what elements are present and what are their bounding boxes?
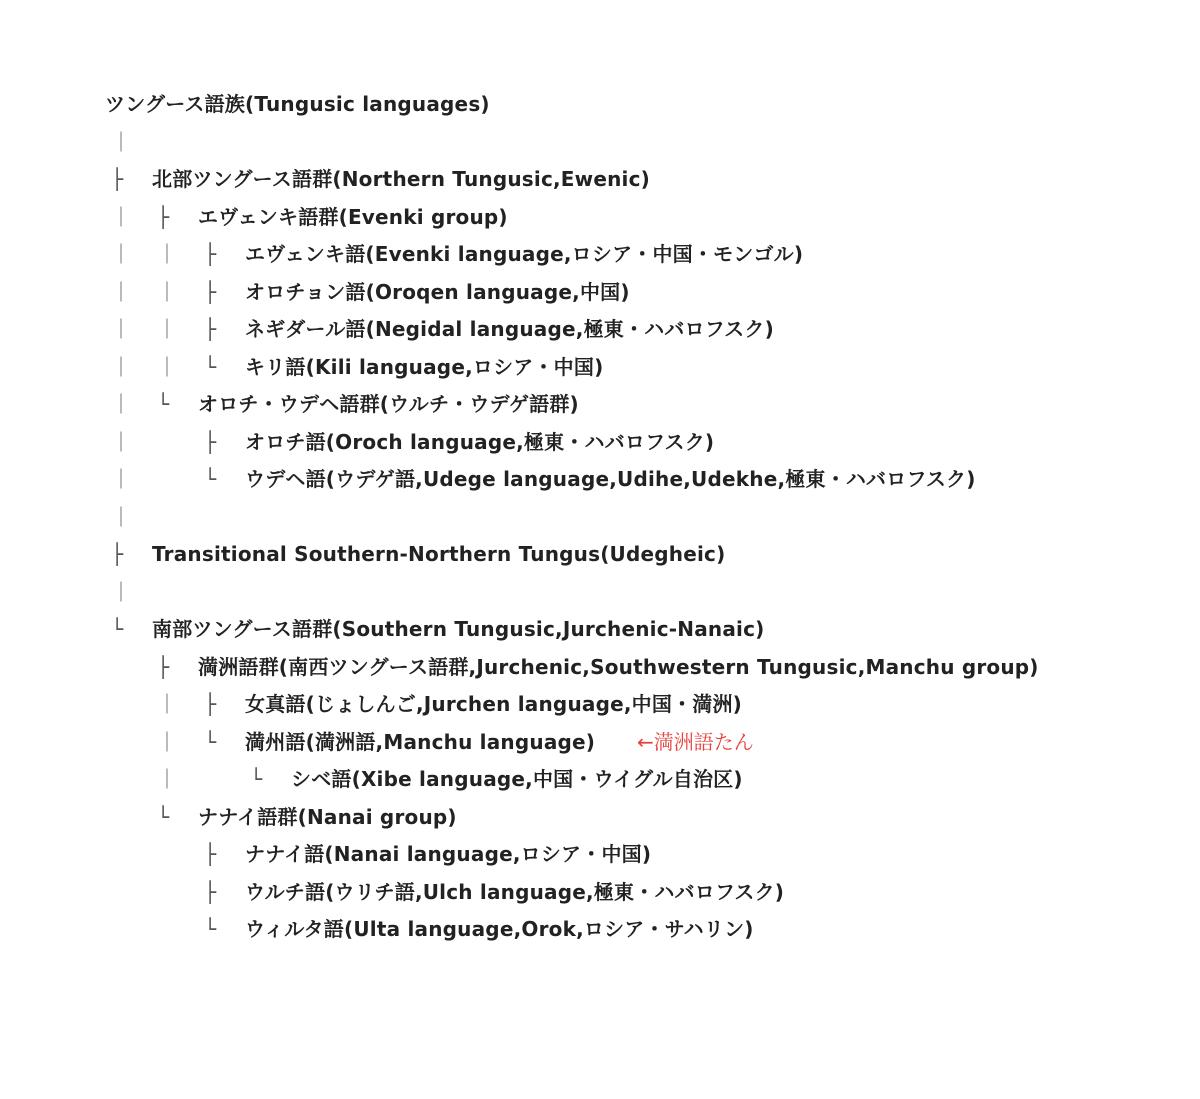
tree-line	[0, 386, 1200, 423]
tree-line	[0, 349, 1200, 386]
tree-connector: ｜	[157, 280, 177, 304]
tree-line	[0, 836, 1200, 873]
tree-connector: ｜	[111, 205, 131, 229]
tree-connector: ├	[204, 280, 217, 304]
language-label: ウィルタ語(Ulta language,Orok,ロシア・サハリン)	[245, 917, 754, 941]
tree-connector: ├	[157, 205, 170, 229]
tree-line	[0, 461, 1200, 498]
tree-connector: ├	[204, 692, 217, 716]
tree-connector: └	[157, 392, 170, 416]
tree-line	[0, 424, 1200, 461]
language-label: ナナイ語(Nanai language,ロシア・中国)	[245, 842, 652, 866]
tree-connector: ｜	[111, 392, 131, 416]
tree-line	[0, 124, 1200, 161]
tree-connector: ｜	[111, 467, 131, 491]
language-label: エヴェンキ語(Evenki language,ロシア・中国・モンゴル)	[245, 242, 804, 266]
tree-line	[0, 611, 1200, 648]
language-label: ウルチ語(ウリチ語,Ulch language,極東・ハバロフスク)	[245, 880, 785, 904]
tree-line	[0, 199, 1200, 236]
language-label: オロチ・ウデヘ語群(ウルチ・ウデゲ語群)	[198, 392, 579, 416]
tree-connector: ｜	[111, 505, 131, 529]
tree-connector: ｜	[111, 130, 131, 154]
tree-line	[0, 274, 1200, 311]
tree-line	[0, 911, 1200, 948]
tree-connector: └	[111, 617, 124, 641]
language-label: シベ語(Xibe language,中国・ウイグル自治区)	[291, 767, 743, 791]
tree-line	[0, 499, 1200, 536]
language-label: ツングース語族(Tungusic languages)	[105, 92, 490, 116]
tree-connector: └	[204, 917, 217, 941]
tree-line	[0, 686, 1200, 723]
tree-connector: ├	[111, 542, 124, 566]
language-label: 南部ツングース語群(Southern Tungusic,Jurchenic-Nanaic)	[152, 617, 765, 641]
tree-connector: ├	[204, 430, 217, 454]
tree-line	[0, 236, 1200, 273]
language-label: エヴェンキ語群(Evenki group)	[198, 205, 508, 229]
language-label: 北部ツングース語群(Northern Tungusic,Ewenic)	[152, 167, 650, 191]
tree-connector: ｜	[157, 317, 177, 341]
tree-connector: ｜	[111, 242, 131, 266]
tree-line	[0, 574, 1200, 611]
tree-line	[0, 311, 1200, 348]
tree-connector: ｜	[111, 430, 131, 454]
tree-line	[0, 874, 1200, 911]
tree-connector: └	[157, 805, 170, 829]
language-label: オロチ語(Oroch language,極東・ハバロフスク)	[245, 430, 715, 454]
tree-connector: ｜	[157, 692, 177, 716]
tree-connector: └	[204, 730, 217, 754]
language-label: キリ語(Kili language,ロシア・中国)	[245, 355, 604, 379]
tree-connector: └	[204, 355, 217, 379]
tree-connector: ｜	[157, 767, 177, 791]
tree-line	[0, 799, 1200, 836]
tree-line	[0, 649, 1200, 686]
tree-connector: ├	[204, 880, 217, 904]
tree-connector: ├	[204, 842, 217, 866]
annotation-note: ←満洲語たん	[637, 730, 754, 754]
tree-line	[0, 761, 1200, 798]
language-label: ウデヘ語(ウデゲ語,Udege language,Udihe,Udekhe,極東・ハバロフスク)	[245, 467, 976, 491]
language-label: 満州語(満洲語,Manchu language)	[245, 730, 596, 754]
language-label: Transitional Southern-Northern Tungus(Udegheic)	[152, 542, 726, 566]
tree-connector: ｜	[111, 580, 131, 604]
tree-line	[0, 161, 1200, 198]
tree-connector: ｜	[111, 355, 131, 379]
tree-line	[0, 536, 1200, 573]
tree-line	[0, 724, 1200, 761]
language-label: ナナイ語群(Nanai group)	[198, 805, 457, 829]
tree-connector: ｜	[157, 242, 177, 266]
tree-connector: ├	[204, 242, 217, 266]
language-label: ネギダール語(Negidal language,極東・ハバロフスク)	[245, 317, 774, 341]
tree-connector: ├	[204, 317, 217, 341]
tree-connector: └	[250, 767, 263, 791]
tree-connector: └	[204, 467, 217, 491]
language-label: オロチョン語(Oroqen language,中国)	[245, 280, 630, 304]
tree-connector: ｜	[111, 317, 131, 341]
tree-connector: ├	[157, 655, 170, 679]
tree-connector: ├	[111, 167, 124, 191]
language-label: 女真語(じょしんご,Jurchen language,中国・満洲)	[245, 692, 743, 716]
tree-connector: ｜	[157, 730, 177, 754]
tree-line	[0, 86, 1200, 123]
language-label: 満洲語群(南西ツングース語群,Jurchenic,Southwestern Tungusic,Manchu group)	[198, 655, 1039, 679]
tree-connector: ｜	[111, 280, 131, 304]
tree-connector: ｜	[157, 355, 177, 379]
